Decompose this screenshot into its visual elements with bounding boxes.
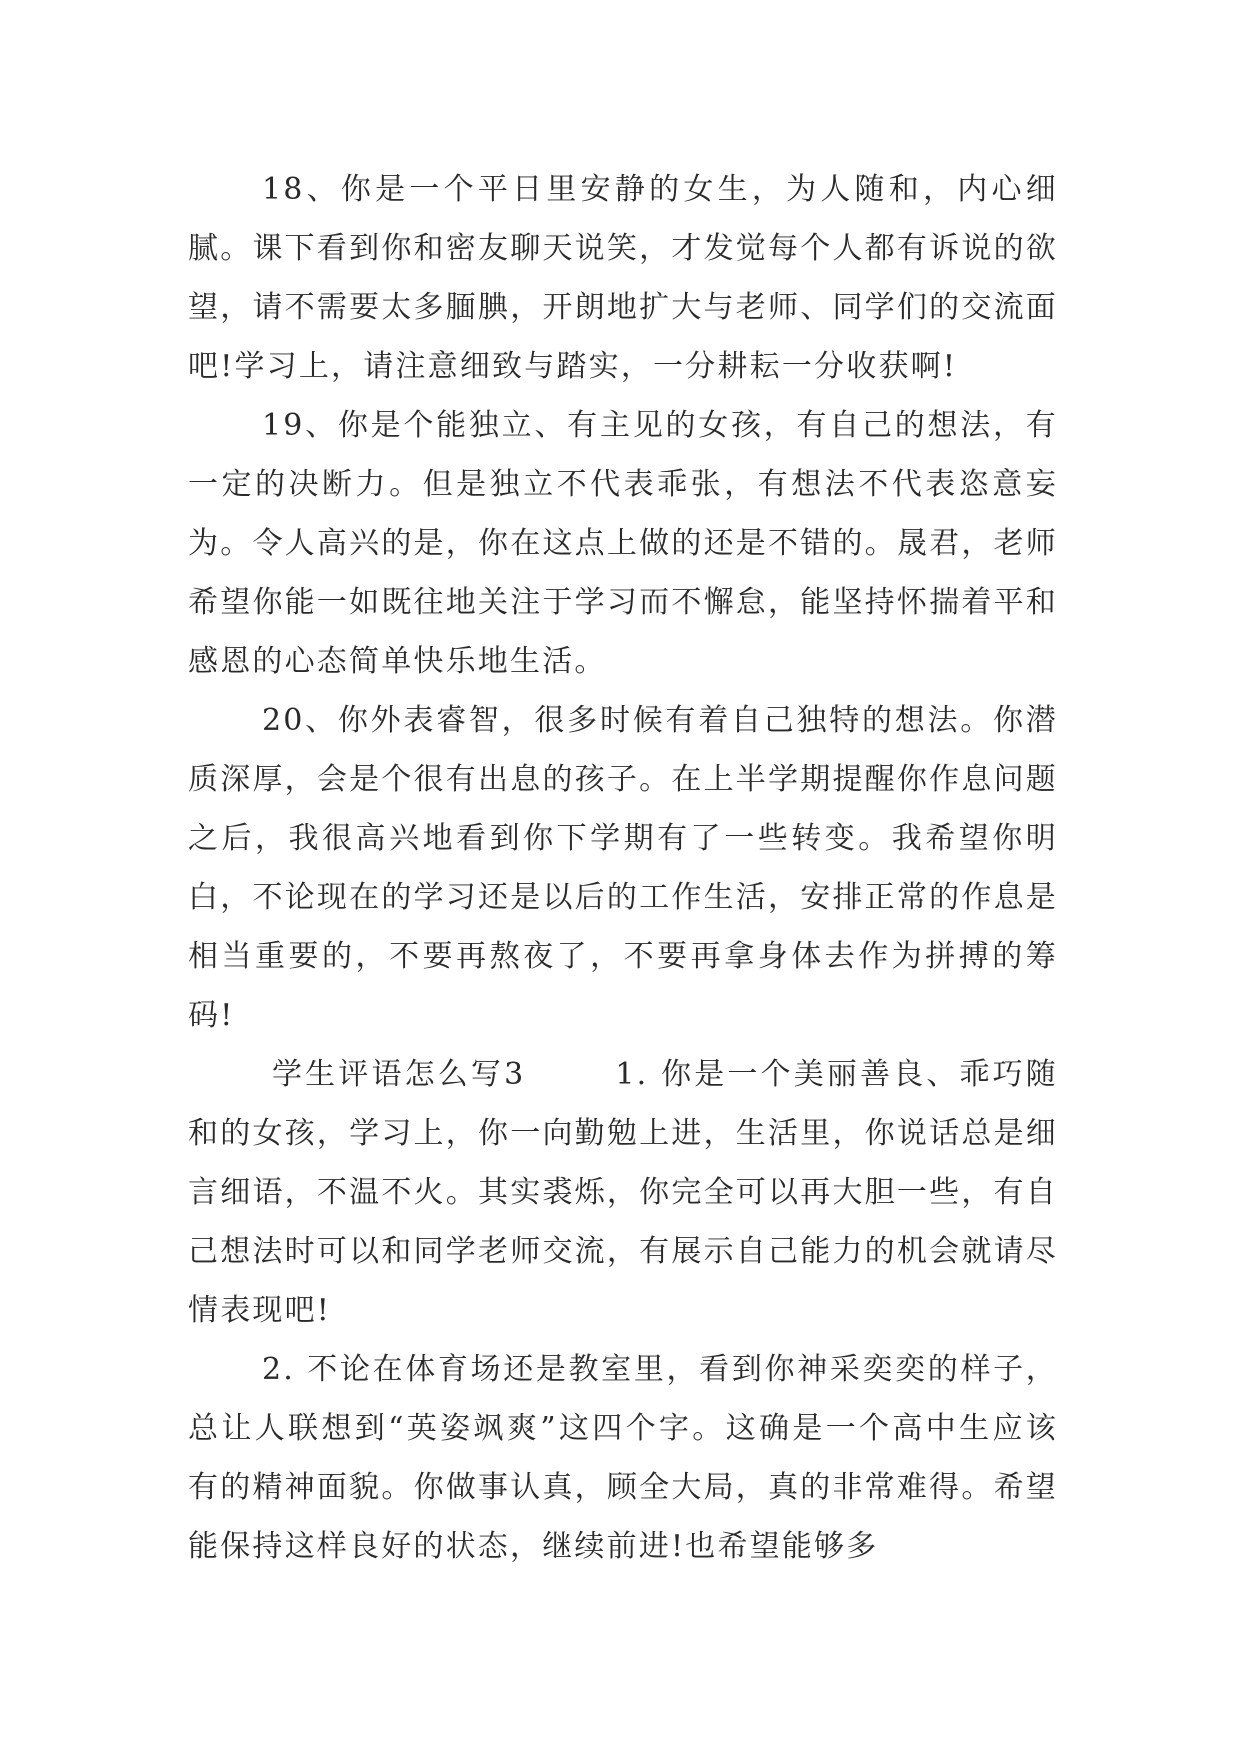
comment-paragraph-18: 18、你是一个平日里安静的女生，为人随和，内心细腻。课下看到你和密友聊天说笑，才发觉每个人都有诉说的欲望，请不需要太多腼腆，开朗地扩大与老师、同学们的交流面吧!学习上，请注意细致与踏实，一分耕耘一分收获啊!: [188, 172, 1058, 384]
comment-paragraph-19: 19、你是个能独立、有主见的女孩，有自己的想法，有一定的决断力。但是独立不代表乖张，有想法不代表恣意妄为。令人高兴的是，你在这点上做的还是不错的。晟君，老师希望你能一如既往地关注于学习而不懈怠，能坚持怀揣着平和感恩的心态简单快乐地生活。: [188, 408, 1058, 679]
section-comment-1: 1. 你是一个美丽善良、乖巧随和的女孩，学习上，你一向勤勉上进，生活里，你说话总是细言细语，不温不火。其实裘烁，你完全可以再大胆一些，有自己想法时可以和同学老师交流，有展示自己能力的机会就请尽情表现吧!: [188, 1057, 1058, 1328]
comment-paragraph-20: 20、你外表睿智，很多时候有着自己独特的想法。你潜质深厚，会是个很有出息的孩子。在上半学期提醒你作息问题之后，我很高兴地看到你下学期有了一些转变。我希望你明白，不论现在的学习还是以后的工作生活，安排正常的作息是相当重要的，不要再熬夜了，不要再拿身体去作为拼搏的筹码!: [188, 703, 1058, 1033]
section-comment-2: 2. 不论在体育场还是教室里，看到你神采奕奕的样子，总让人联想到“英姿飒爽”这四个字。这确是一个高中生应该有的精神面貌。你做事认真，顾全大局，真的非常难得。希望能保持这样良好的状态，继续前进!也希望能够多: [188, 1352, 1058, 1564]
document-body: [188, 160, 1058, 1576]
section-start-paragraph: [188, 1045, 1058, 1340]
section-heading: 学生评语怎么写3: [272, 1057, 526, 1092]
